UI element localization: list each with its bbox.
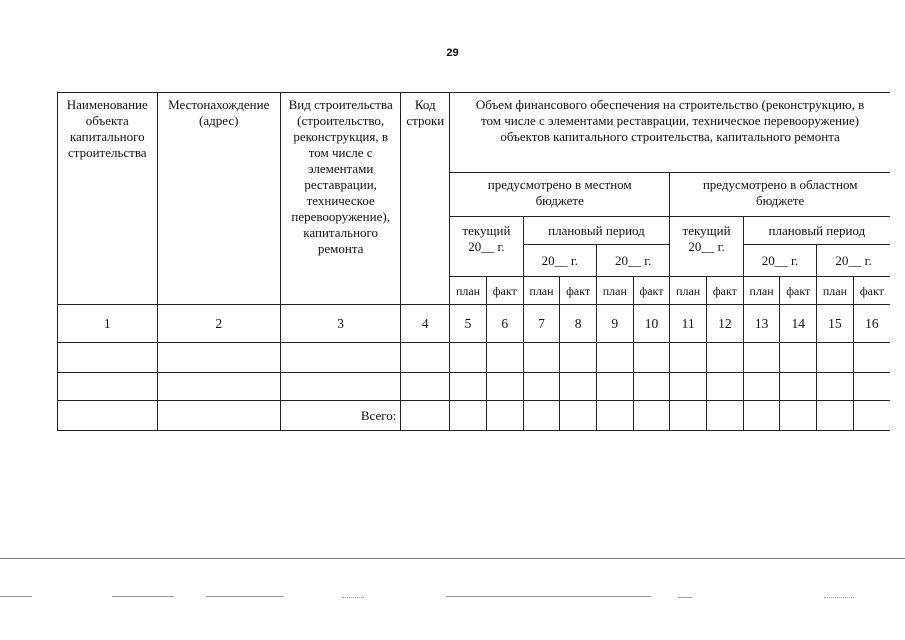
- table-cell: [853, 401, 890, 431]
- table-cell: [157, 401, 280, 431]
- table-cell: [486, 343, 523, 373]
- header-local-year-1: 20__ г.: [523, 245, 596, 277]
- table-cell: [596, 343, 633, 373]
- table-cell: [670, 343, 707, 373]
- table-cell: [157, 373, 280, 401]
- table-row: [58, 373, 891, 401]
- table-cell: [58, 401, 158, 431]
- header-code: Код строки: [401, 93, 450, 305]
- plan-label: план: [817, 277, 854, 305]
- table-cell: [280, 343, 400, 373]
- table-cell: [486, 373, 523, 401]
- header-regional-year-1: 20__ г.: [743, 245, 816, 277]
- column-number: 16: [853, 305, 890, 343]
- table-cell: [157, 343, 280, 373]
- table-cell: [743, 401, 780, 431]
- table-cell: [780, 373, 817, 401]
- table-cell: [670, 373, 707, 401]
- table-cell: [523, 343, 560, 373]
- table-cell: [596, 373, 633, 401]
- fact-label: факт: [780, 277, 817, 305]
- table-container: [57, 92, 890, 437]
- table-cell: [560, 373, 597, 401]
- column-number-row: [58, 305, 891, 343]
- total-label: Всего:: [280, 401, 400, 431]
- header-type: Вид строительства (строительство, реконструкция, в том числе с элементами реставрации, техническое перевооружение), капитального ремонта: [280, 93, 400, 305]
- table-cell: [450, 373, 487, 401]
- column-number: 8: [560, 305, 597, 343]
- footer-scan-mark: [206, 596, 284, 597]
- plan-label: план: [743, 277, 780, 305]
- table-cell: [817, 401, 854, 431]
- table-cell: [523, 373, 560, 401]
- column-number: 9: [596, 305, 633, 343]
- table-cell: [401, 343, 450, 373]
- header-local-planned-period: плановый период: [523, 217, 670, 245]
- header-local-current-year: текущий 20__ г.: [450, 217, 524, 277]
- table-row: [58, 343, 891, 373]
- plan-label: план: [596, 277, 633, 305]
- column-number: 15: [817, 305, 854, 343]
- fact-label: факт: [707, 277, 744, 305]
- column-number: 12: [707, 305, 744, 343]
- footer-scan-mark: [824, 597, 854, 598]
- fact-label: факт: [486, 277, 523, 305]
- table-cell: [817, 343, 854, 373]
- footer-scan-mark: [112, 596, 174, 597]
- total-row: [58, 401, 891, 431]
- table-cell: [707, 343, 744, 373]
- table-cell: [596, 401, 633, 431]
- table-cell: [853, 343, 890, 373]
- fact-label: факт: [633, 277, 670, 305]
- table-cell: [401, 373, 450, 401]
- table-cell: [853, 373, 890, 401]
- column-number: 13: [743, 305, 780, 343]
- column-number: 3: [280, 305, 400, 343]
- table-cell: [670, 401, 707, 431]
- table-cell: [743, 373, 780, 401]
- table-cell: [560, 343, 597, 373]
- table-cell: [633, 343, 670, 373]
- financing-table: [57, 92, 890, 431]
- table-cell: [58, 343, 158, 373]
- header-local-budget: предусмотрено в местном бюджете: [450, 173, 670, 217]
- column-number: 10: [633, 305, 670, 343]
- table-cell: [780, 401, 817, 431]
- table-cell: [633, 401, 670, 431]
- header-local-year-2: 20__ г.: [596, 245, 669, 277]
- table-cell: [560, 401, 597, 431]
- table-cell: [633, 373, 670, 401]
- table-cell: [401, 401, 450, 431]
- fact-label: факт: [853, 277, 890, 305]
- column-number: 7: [523, 305, 560, 343]
- header-regional-year-2: 20__ г.: [817, 245, 890, 277]
- table-cell: [707, 373, 744, 401]
- table-cell: [707, 401, 744, 431]
- column-number: 11: [670, 305, 707, 343]
- column-number: 1: [58, 305, 158, 343]
- header-row-1: [58, 93, 891, 173]
- table-cell: [450, 343, 487, 373]
- footer-scan-mark: [678, 597, 692, 598]
- footer-scan-mark: [342, 597, 364, 598]
- table-cell: [523, 401, 560, 431]
- page-number: 29: [446, 47, 459, 59]
- column-number: 4: [401, 305, 450, 343]
- header-volume: Объем финансового обеспечения на строительство (реконструкцию, в том числе с элементами реставрации, техническое перевооружение) объектов капитального строительства, капитального ремонта: [450, 93, 890, 173]
- footer-scan-mark: [446, 596, 651, 597]
- plan-label: план: [450, 277, 487, 305]
- plan-label: план: [523, 277, 560, 305]
- footer-rule: [0, 558, 905, 559]
- column-number: 2: [157, 305, 280, 343]
- table-cell: [58, 373, 158, 401]
- table-cell: [280, 373, 400, 401]
- column-number: 14: [780, 305, 817, 343]
- table-cell: [486, 401, 523, 431]
- fact-label: факт: [560, 277, 597, 305]
- plan-label: план: [670, 277, 707, 305]
- table-cell: [450, 401, 487, 431]
- table-cell: [780, 343, 817, 373]
- table-cell: [817, 373, 854, 401]
- header-name: Наименование объекта капитального строительства: [58, 93, 158, 305]
- header-location: Местонахождение (адрес): [157, 93, 280, 305]
- header-regional-planned-period: плановый период: [743, 217, 890, 245]
- header-regional-budget: предусмотрено в областном бюджете: [670, 173, 890, 217]
- table-cell: [743, 343, 780, 373]
- column-number: 6: [486, 305, 523, 343]
- column-number: 5: [450, 305, 487, 343]
- header-regional-current-year: текущий 20__ г.: [670, 217, 744, 277]
- footer-scan-mark: [0, 596, 32, 597]
